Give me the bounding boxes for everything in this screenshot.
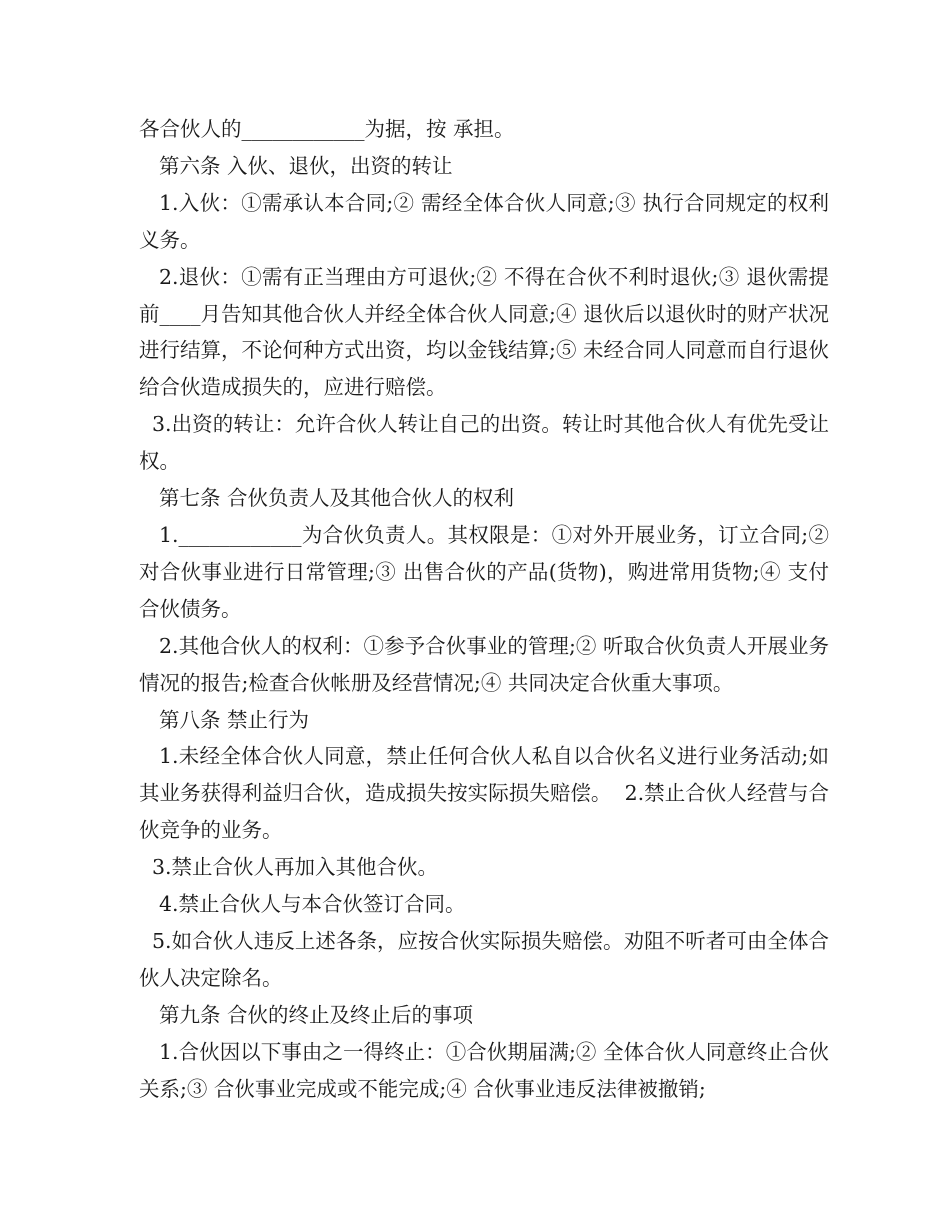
article-8-heading: 第八条 禁止行为 (159, 707, 310, 732)
paragraph-prohibition-3: 3.禁止合伙人再加入其他合伙。 (152, 855, 439, 880)
article-9-heading: 第九条 合伙的终止及终止后的事项 (159, 1002, 474, 1027)
paragraph-responsible-partner: 1.____________为合伙负责人。其权限是：①对外开展业务，订立合同;② 对合伙事业进行日常管理;③ 出售合伙的产品(货物)，购进常用货物;④ 支付合伙债务。 (139, 522, 836, 621)
paragraph-prohibition-4: 4.禁止合伙人与本合伙签订合同。 (159, 892, 466, 917)
article-6-heading: 第六条 入伙、退伙，出资的转让 (159, 153, 453, 178)
article-7-heading: 第七条 合伙负责人及其他合伙人的权利 (159, 486, 515, 511)
paragraph-withdrawal: 2.退伙：①需有正当理由方可退伙;② 不得在合伙不利时退伙;③ 退伙需提前____月告知其他合伙人并经全体合伙人同意;④ 退伙后以退伙时的财产状况进行结算，不论何种方式出资，均以金钱结算;⑤ 未经合同人同意而自行退伙给合伙造成损失的，应进行赔偿。 (139, 264, 829, 400)
paragraph-profit-loss-basis: 各合伙人的____________为据，按 承担。 (139, 117, 515, 141)
paragraph-other-partner-rights: 2.其他合伙人的权利：①参予合伙事业的管理;② 听取合伙负责人开展业务情况的报告;检查合伙帐册及经营情况;④ 共同决定合伙重大事项。 (139, 633, 829, 695)
paragraph-contribution-transfer: 3.出资的转让：允许合伙人转让自己的出资。转让时其他合伙人有优先受让权。 (139, 412, 829, 474)
paragraph-prohibition-1-2: 1.未经全体合伙人同意，禁止任何合伙人私自以合伙名义进行业务活动;如其业务获得利益归合伙，造成损失按实际损失赔偿。 2.禁止合伙人经营与合伙竞争的业务。 (139, 744, 829, 843)
paragraph-termination: 1.合伙因以下事由之一得终止：①合伙期届满;② 全体合伙人同意终止合伙关系;③ 合伙事业完成或不能完成;④ 合伙事业违反法律被撤销; (139, 1039, 829, 1101)
document-body (139, 111, 836, 1107)
paragraph-prohibition-5: 5.如合伙人违反上述各条，应按合伙实际损失赔偿。劝阻不听者可由全体合伙人决定除名。 (139, 928, 829, 990)
paragraph-joining: 1.入伙：①需承认本合同;② 需经全体合伙人同意;③ 执行合同规定的权利义务。 (139, 190, 829, 252)
